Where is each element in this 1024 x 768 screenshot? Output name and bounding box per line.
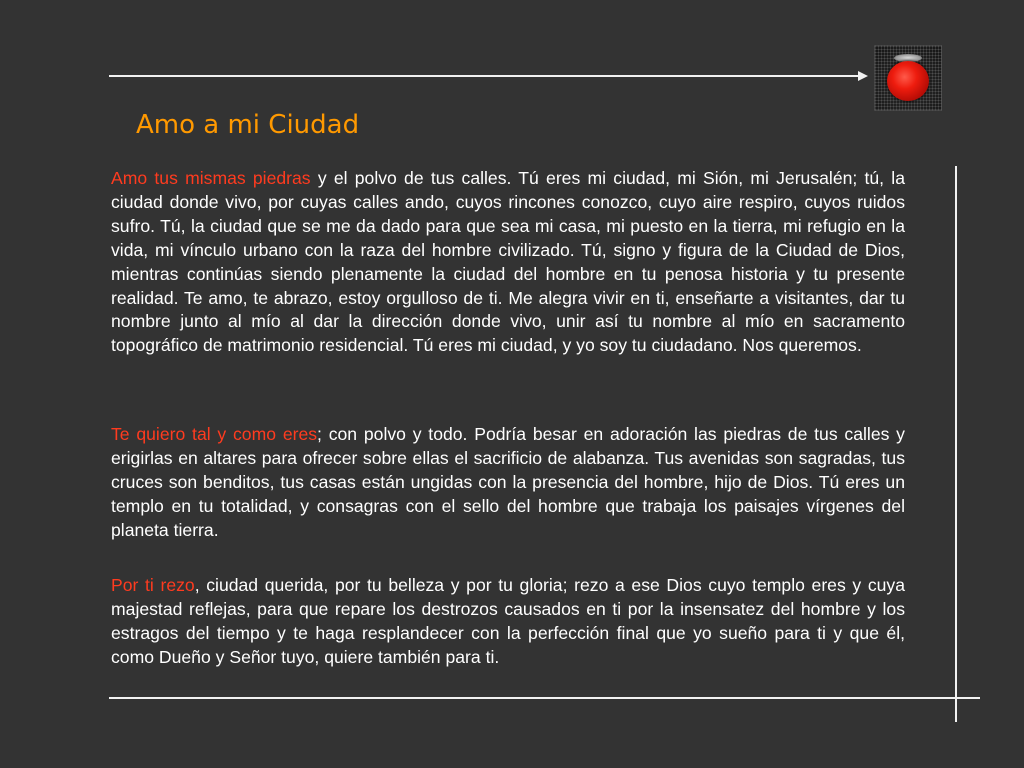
bottom-rule-line [109, 697, 980, 699]
paragraph-3 [111, 574, 905, 670]
top-rule-line [109, 75, 861, 77]
paragraph-1-highlight: Amo tus mismas piedras [111, 168, 311, 188]
red-action-button-icon[interactable] [874, 45, 942, 111]
paragraph-2-highlight: Te quiero tal y como eres [111, 424, 318, 444]
paragraph-2-text: ; con polvo y todo. Podría besar en adoración las piedras de tus calles y erigirlas en altares para ofrecer sobre ellas el sacrificio de alabanza. Tus avenidas son sagradas, tus cruces son benditos, tus casas están ungidas con la presencia del hombre, hijo de Dios. Tú eres un templo en tu totalidad, y consagras con el sello del hombre que trabaja los paisajes vírgenes del planeta tierra. [111, 424, 905, 540]
paragraph-3-highlight: Por ti rezo [111, 575, 195, 595]
paragraph-1-text: y el polvo de tus calles. Tú eres mi ciudad, mi Sión, mi Jerusalén; tú, la ciudad donde vivo, por cuyas calles ando, cuyos rincones conozco, cuyo aire respiro, cuyos ruidos sufro. Tú, la ciudad que se me da dado para que sea mi casa, mi puesto en la tierra, mi refugio en la vida, mi vínculo urbano con la raza del hombre civilizado. Tú, signo y figura de la Ciudad de Dios, mientras continúas siendo plenamente la ciudad del hombre en tu penosa historia y tu presente realidad. Te amo, te abrazo, estoy orgulloso de ti. Me alegra vivir en ti, enseñarte a visitantes, dar tu nombre junto al mío al dar la dirección donde vivo, unir así tu nombre al mío en sacramento topográfico de matrimonio residencial. Tú eres mi ciudad, y yo soy tu ciudadano. Nos queremos. [111, 168, 905, 356]
right-rule-line [955, 166, 957, 722]
red-circle-icon [887, 61, 929, 101]
paragraph-2 [111, 423, 905, 543]
paragraph-3-text: , ciudad querida, por tu belleza y por tu gloria; rezo a ese Dios cuyo templo eres y cuya majestad reflejas, para que repare los destrozos causados en ti por la insensatez del hombre y los estragos del tiempo y te haga resplandecer con la perfección final que yo sueño para ti y que él, como Dueño y Señor tuyo, quiere también para ti. [111, 575, 906, 667]
arrow-right-icon [858, 71, 868, 81]
slide-title: Amo a mi Ciudad [136, 110, 360, 140]
paragraph-1 [111, 167, 905, 358]
